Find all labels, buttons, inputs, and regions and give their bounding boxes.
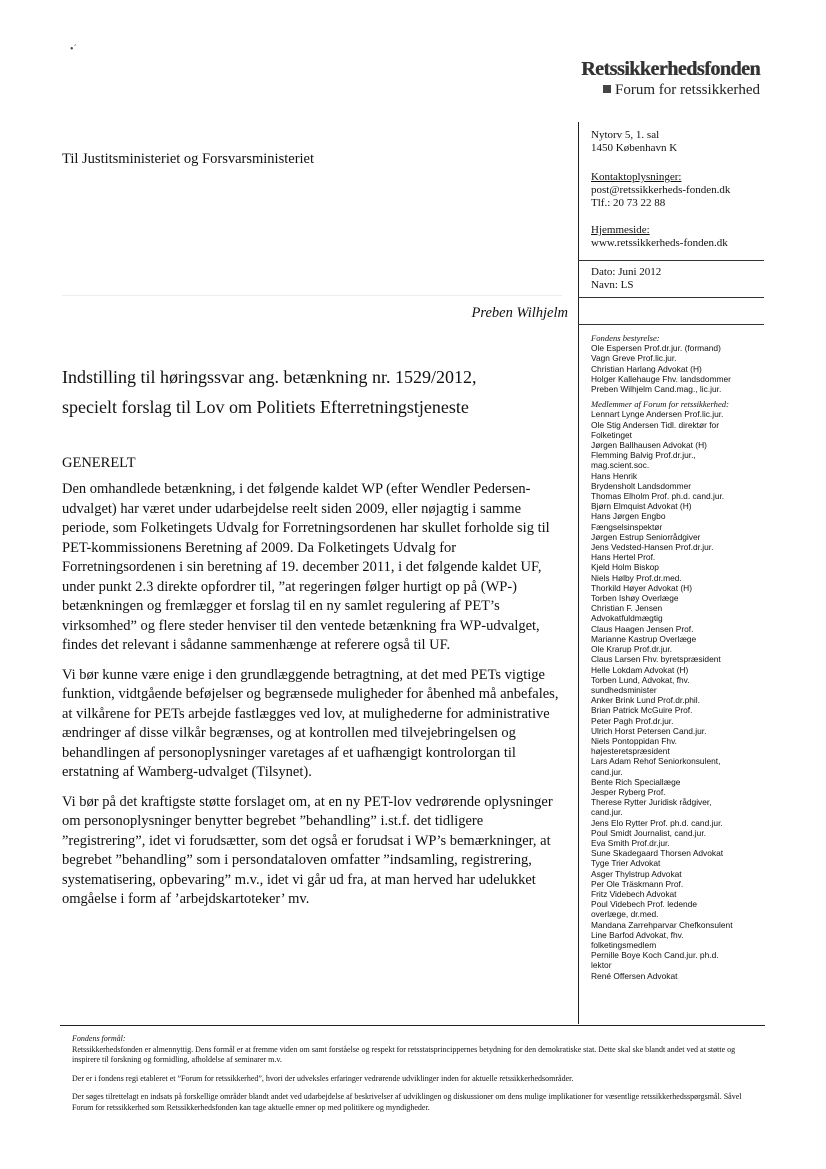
member-line: Ulrich Horst Petersen Cand.jur. [591, 725, 707, 736]
member-line: Ole Espersen Prof.dr.jur. (formand) [591, 343, 721, 354]
member-line: Line Barfod Advokat, fhv. [591, 929, 684, 940]
member-line: Jørgen Ballhausen Advokat (H) [591, 440, 707, 451]
member-line: Lennart Lynge Andersen Prof.lic.jur. [591, 409, 724, 420]
member-line: René Offersen Advokat [591, 970, 678, 981]
recipient: Til Justitsministeriet og Forsvarsministeriet [62, 151, 315, 167]
member-line: Preben Wilhjelm Cand.mag., lic.jur. [591, 384, 722, 395]
member-line: Hans Henrik [591, 470, 638, 481]
member-line: Sune Skadegaard Thorsen Advokat [591, 848, 724, 859]
member-line: højesteretspræsident [591, 746, 670, 757]
sidebar-rule-3 [578, 324, 764, 325]
member-line: Poul Videbech Prof. ledende [591, 899, 698, 910]
address-line2: 1450 København K [591, 142, 678, 154]
footer-rule [60, 1025, 765, 1026]
member-line: Jens Vedsted-Hansen Prof.dr.jur. [591, 542, 714, 553]
paragraph: Vi bør kunne være enige i den grundlæggende betragtning, at det med PETs vigtige funktion, vidtgående beføjelser og begrænsede muligheder for åbenhed må anbefales, at vilkårene for PETs arbejde fastlægges ved lov, at mulighederne for administrative ændringer af disse vilkår begrænses, og at kontrollen med tilvejebringelsen og behandlingen af personoplysninger varetages af et uafhængigt kontrolorgan til erstatning af Wamberg-udvalget (Tilsynet). [62, 666, 559, 780]
member-line: Marianne Kastrup Overlæge [591, 633, 697, 644]
member-line: Hans Jørgen Engbo [591, 511, 666, 522]
brand-name: Retssikkerhedsfonden [581, 58, 760, 80]
member-line: cand.jur. [591, 766, 623, 777]
footer [72, 1034, 762, 1121]
member-line: lektor [591, 960, 612, 971]
member-line: Brian Patrick McGuire Prof. [591, 705, 693, 716]
member-line: Niels Hølby Prof.dr.med. [591, 572, 682, 583]
paragraph: Den omhandlede betænkning, i det følgende kaldet WP (efter Wendler Pedersen-udvalget) har været under udarbejdelse reelt siden 2009, eller nøjagtig i samme periode, som Folketingets Udvalg for Forretningsordenen har skullet forholde sig til PET-kommissionens Beretning af 2009. Da Folketingets Udvalg for Forretningsordenen i sin beretning af 19. december 2011, i det følgende kaldet UF, under punkt 2.3 direkte opfordrer til, ”at regeringen følger hurtigt op på (WP-) betænkningen og fremlægger et forslag til en ny samlet regulering af PET’s virksomhed” og flere steder henviser til den ventede betænkning fra WP-udvalget, findes det relevant i sådanne sammenhænge at referere også til UF. [62, 481, 550, 653]
member-line: sundhedsminister [591, 684, 657, 695]
web-block [591, 224, 728, 250]
member-line: Bente Rich Speciallæge [591, 776, 681, 787]
member-line: Holger Kallehauge Fhv. landsdommer [591, 373, 731, 384]
sidebar-rule-2 [578, 297, 764, 298]
member-line: Anker Brink Lund Prof.dr.phil. [591, 695, 700, 706]
member-line: Tyge Trier Advokat [591, 858, 661, 869]
member-line: Mandana Zarrehparvar Chefkonsulent [591, 919, 733, 930]
member-line: Christian Harlang Advokat (H) [591, 363, 702, 374]
member-line: Bjørn Elmquist Advokat (H) [591, 501, 692, 512]
document-title [62, 362, 562, 422]
member-line: overlæge, dr.med. [591, 909, 659, 920]
date-block [591, 266, 661, 292]
footer-paragraph: Der er i fondens regi etableret et ”Forum for retssikkerhed”, hvori der udveksles erfaringer vedrørende udviklinger inden for aktuelle retssikkerhedsområder. [72, 1073, 574, 1083]
contact-block [591, 171, 730, 210]
sidebar-divider [578, 122, 579, 1024]
footer-paragraph: Der søges tilrettelagt en indsats på forskellige områder blandt andet ved udarbejdelse af beskrivelser af udviklingen og diskussioner om dens mulige implikationer for væsentlige retssikkerhedsspørgsmål. Såvel Forum for retssikkerhed som Retssikkerhedsfonden kan tage aktuelle emner op med politikere og myndigheder. [72, 1092, 742, 1112]
address-line1: Nytorv 5, 1. sal [591, 129, 660, 141]
sidebar-rule-1 [578, 260, 764, 261]
signature: Preben Wilhjelm [471, 305, 568, 321]
member-line: cand.jur. [591, 807, 623, 818]
address-block [591, 129, 677, 155]
name-initials: Navn: LS [591, 279, 634, 291]
member-line: Lars Adam Rehof Seniorkonsulent, [591, 756, 721, 767]
board-label: Fondens bestyrelse: [591, 333, 660, 343]
website-link[interactable]: www.retssikkerheds-fonden.dk [591, 237, 728, 249]
forum-members [591, 409, 771, 980]
member-line: Niels Pontoppidan Fhv. [591, 735, 677, 746]
member-line: Thomas Elholm Prof. ph.d. cand.jur. [591, 491, 725, 502]
member-line: Torben Lund, Advokat, fhv. [591, 674, 690, 685]
member-line: Jørgen Estrup Seniorrådgiver [591, 531, 701, 542]
member-line: Jesper Ryberg Prof. [591, 786, 666, 797]
body-text [62, 480, 568, 920]
member-line: Vagn Greve Prof.lic.jur. [591, 353, 677, 364]
contact-label: Kontaktoplysninger: [591, 171, 682, 183]
member-line: Fritz Videbech Advokat [591, 888, 677, 899]
member-line: Advokatfuldmægtig [591, 613, 663, 624]
member-line: Poul Smidt Journalist, cand.jur. [591, 827, 706, 838]
member-line: Claus Haagen Jensen Prof. [591, 623, 694, 634]
contact-email[interactable]: post@retssikkerheds-fonden.dk [591, 184, 731, 196]
member-line: Torben Ishøy Overlæge [591, 593, 679, 604]
member-line: Brydensholt Landsdommer [591, 480, 692, 491]
member-line: Helle Lokdam Advokat (H) [591, 664, 689, 675]
member-line: Ole Stig Andersen Tidl. direktør for [591, 419, 720, 430]
member-line: Flemming Balvig Prof.dr.jur., [591, 450, 696, 461]
member-line: Christian F. Jensen [591, 603, 663, 614]
member-line: mag.scient.soc. [591, 460, 650, 471]
brand-tagline [603, 82, 760, 99]
member-line: Hans Hertel Prof. [591, 552, 656, 563]
member-line: folketingsmedlem [591, 939, 657, 950]
web-label: Hjemmeside: [591, 224, 650, 236]
members-label: Medlemmer af Forum for retssikkerhed: [591, 399, 729, 410]
footer-label: Fondens formål: [72, 1034, 126, 1043]
member-line: Fængselsinspektør [591, 521, 663, 532]
section-heading: GENERELT [62, 455, 136, 471]
member-line: Per Ole Träskmann Prof. [591, 878, 684, 889]
contact-phone: Tlf.: 20 73 22 88 [591, 197, 666, 209]
member-line: Thorkild Høyer Advokat (H) [591, 582, 692, 593]
member-line: Kjeld Holm Biskop [591, 562, 659, 573]
member-line: Peter Pagh Prof.dr.jur. [591, 715, 674, 726]
member-line: Pernille Boye Koch Cand.jur. ph.d. [591, 950, 719, 961]
date: Dato: Juni 2012 [591, 266, 662, 278]
member-line: Jens Elo Rytter Prof. ph.d. cand.jur. [591, 817, 723, 828]
brand-tagline-text: Forum for retssikkerhed [615, 82, 760, 98]
title-line1: Indstilling til høringssvar ang. betænkning nr. 1529/2012, [62, 367, 477, 387]
member-line: Asger Thylstrup Advokat [591, 868, 682, 879]
member-line: Eva Smith Prof.dr.jur. [591, 837, 670, 848]
title-line2: specielt forslag til Lov om Politiets Efterretningstjeneste [62, 397, 469, 417]
paragraph: Vi bør på det kraftigste støtte forslaget om, at en ny PET-lov vedrørende oplysninger om personoplysninger benytter begrebet ”behandling” i.st.f. det tidligere ”registrering”, idet vi forudsætter, som det også er forudsat i WP’s bemærkninger, at begrebet ”behandling” som i persondataloven omfatter ”indsamling, registrering, systematisering, opbevaring” m.v., idet vi går ud fra, at man herved har udelukket omgåelse i form af ’arbejdskartoteker’ mv. [62, 793, 553, 907]
square-icon [603, 85, 611, 93]
member-line: Therese Rytter Juridisk rådgiver, [591, 797, 712, 808]
board-members [591, 343, 771, 394]
member-line: Ole Krarup Prof.dr.jur. [591, 644, 672, 655]
member-line: Folketinget [591, 429, 632, 440]
faint-rule [62, 295, 562, 296]
scan-speck: •ˊ [70, 44, 77, 55]
footer-paragraph: Retssikkerhedsfonden er almennyttig. Dens formål er at fremme viden om samt forståelse og respekt for retsstatsprincippernes betydning for den demokratiske stat. Dette skal ske blandt andet ved at støtte og inspirere til forskning og formidling, afholdelse af seminarer m.v. [72, 1044, 736, 1064]
board-list [591, 333, 771, 981]
member-line: Claus Larsen Fhv. byretspræsident [591, 654, 721, 665]
